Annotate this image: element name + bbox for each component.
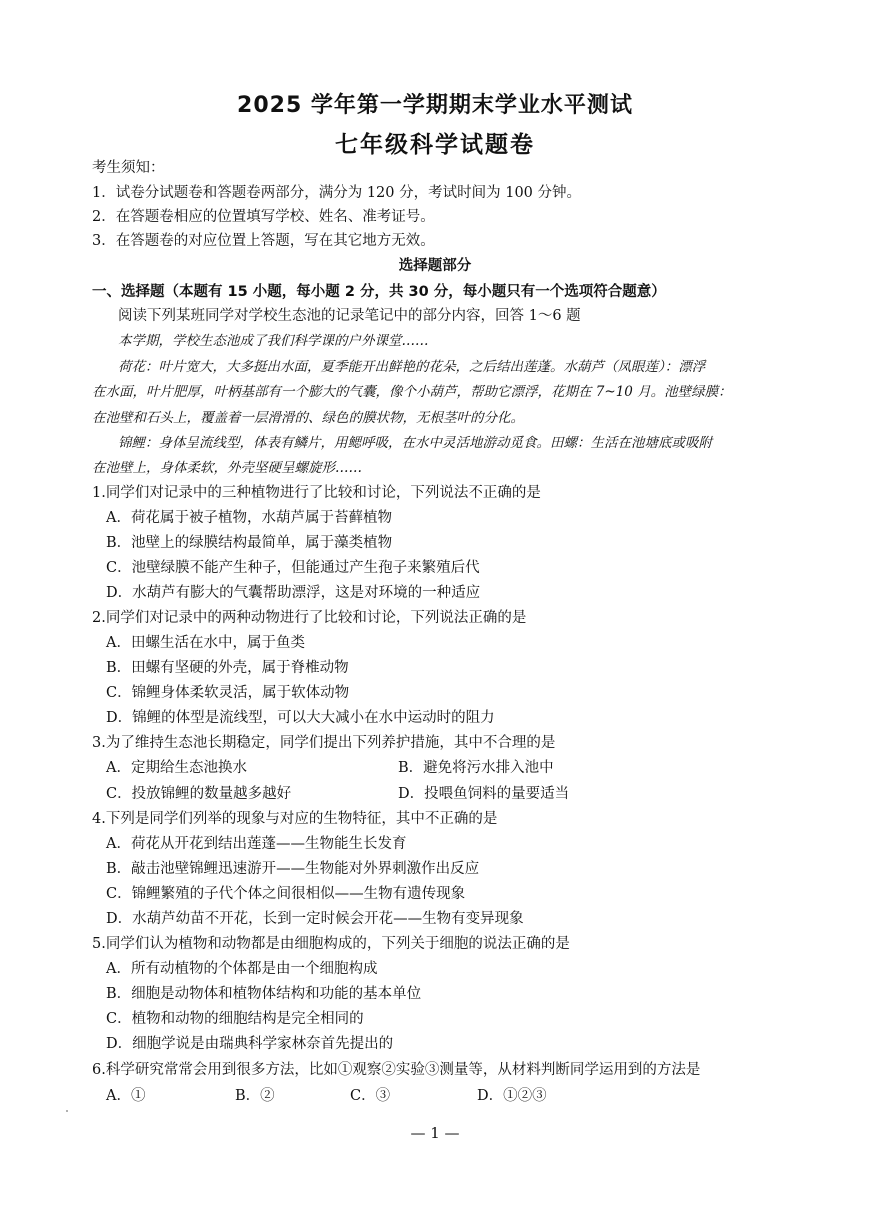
question-option: B．田螺有坚硬的外壳，属于脊椎动物: [106, 660, 349, 676]
question-option: A．定期给生态池换水: [106, 760, 247, 776]
question-stem: 4.下列是同学们列举的现象与对应的生物特征，其中不正确的是: [92, 811, 498, 827]
question-stem: 2.同学们对记录中的两种动物进行了比较和讨论，下列说法正确的是: [92, 610, 527, 626]
part-heading: 一、选择题（本题有 15 小题，每小题 2 分，共 30 分，每小题只有一个选项符合题意）: [92, 284, 666, 300]
passage-line: 锦鲤：身体呈流线型，体表有鳞片，用鳃呼吸，在水中灵活地游动觅食。田螺：生活在池塘底或吸附: [118, 435, 712, 451]
passage-line: 荷花：叶片宽大，大多挺出水面，夏季能开出鲜艳的花朵，之后结出莲蓬。水葫芦（凤眼莲）：漂浮: [118, 359, 706, 375]
question-option: B．细胞是动物体和植物体结构和功能的基本单位: [106, 986, 422, 1002]
notice-item: 1．试卷分试题卷和答题卷两部分，满分为 120 分，考试时间为 100 分钟。: [92, 185, 582, 201]
question-option: B．避免将污水排入池中: [398, 760, 554, 776]
question-option: D．水葫芦有膨大的气囊帮助漂浮，这是对环境的一种适应: [106, 585, 481, 601]
exam-subtitle: 七年级科学试题卷: [335, 132, 535, 158]
question-option: B．池壁上的绿膜结构最简单，属于藻类植物: [106, 535, 393, 551]
page-number: — 1 —: [410, 1124, 460, 1142]
question-option: A．田螺生活在水中，属于鱼类: [106, 635, 305, 651]
question-option: A．荷花属于被子植物，水葫芦属于苔藓植物: [106, 510, 392, 526]
question-stem: 5.同学们认为植物和动物都是由细胞构成的，下列关于细胞的说法正确的是: [92, 936, 570, 952]
question-option: C．③: [350, 1088, 391, 1104]
question-option: A．①: [106, 1088, 146, 1104]
passage-intro: 阅读下列某班同学对学校生态池的记录笔记中的部分内容，回答 1～6 题: [118, 308, 581, 324]
question-option: D．投喂鱼饲料的量要适当: [398, 786, 570, 802]
notice-item: 2．在答题卷相应的位置填写学校、姓名、准考证号。: [92, 209, 435, 225]
question-option: C．植物和动物的细胞结构是完全相同的: [106, 1011, 364, 1027]
question-option: B．敲击池壁锦鲤迅速游开——生物能对外界刺激作出反应: [106, 861, 480, 877]
question-stem: 1.同学们对记录中的三种植物进行了比较和讨论，下列说法不正确的是: [92, 485, 541, 501]
passage-line: 本学期，学校生态池成了我们科学课的户外课堂……: [118, 333, 429, 349]
question-stem: 3.为了维持生态池长期稳定，同学们提出下列养护措施，其中不合理的是: [92, 735, 556, 751]
exam-title: 2025 学年第一学期期末学业水平测试: [237, 93, 633, 118]
question-option: C．锦鲤身体柔软灵活，属于软体动物: [106, 685, 350, 701]
question-option: A．荷花从开花到结出莲蓬——生物能生长发育: [106, 836, 407, 852]
question-option: C．池壁绿膜不能产生种子，但能通过产生孢子来繁殖后代: [106, 560, 480, 576]
question-stem: 6.科学研究常常会用到很多方法，比如①观察②实验③测量等，从材料判断同学运用到的方法是: [92, 1062, 701, 1078]
question-option: D．水葫芦幼苗不开花，长到一定时候会开花——生物有变异现象: [106, 911, 524, 927]
passage-line: 在池壁和石头上，覆盖着一层滑滑的、绿色的膜状物，无根茎叶的分化。: [92, 410, 524, 426]
question-option: C．投放锦鲤的数量越多越好: [106, 786, 292, 802]
scan-speck: [66, 1110, 68, 1112]
question-option: D．锦鲤的体型是流线型，可以大大减小在水中运动时的阻力: [106, 710, 495, 726]
section-title: 选择题部分: [398, 258, 472, 274]
question-option: C．锦鲤繁殖的子代个体之间很相似——生物有遗传现象: [106, 886, 466, 902]
question-option: B．②: [235, 1088, 275, 1104]
passage-line: 在池壁上，身体柔软，外壳坚硬呈螺旋形……: [92, 460, 362, 476]
question-option: D．细胞学说是由瑞典科学家林奈首先提出的: [106, 1036, 394, 1052]
notice-heading: 考生须知：: [92, 160, 165, 176]
question-option: A．所有动植物的个体都是由一个细胞构成: [106, 961, 378, 977]
notice-item: 3．在答题卷的对应位置上答题，写在其它地方无效。: [92, 233, 435, 249]
passage-line: 在水面，叶片肥厚，叶柄基部有一个膨大的气囊，像个小葫芦，帮助它漂浮，花期在 7~10 月。池壁绿膜：: [92, 384, 732, 400]
question-option: D．①②③: [477, 1088, 547, 1104]
